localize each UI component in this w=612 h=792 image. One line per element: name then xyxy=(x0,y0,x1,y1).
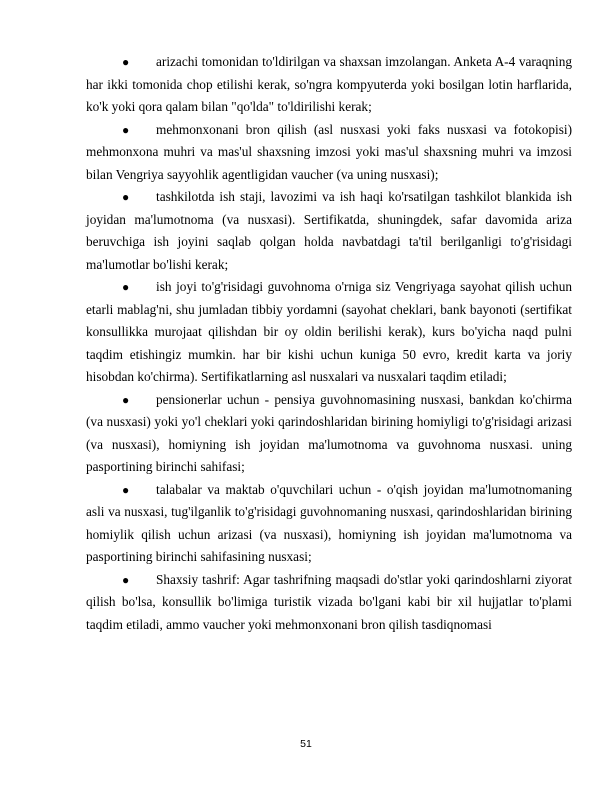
list-item-text: talabalar va maktab o'quvchilari uchun - o'qish joyidan ma'lumotnomaning asli va nusxasi, tug'ilganlik to'g'risidagi guvohnomaning nusxasi, qarindoshlaridan birining homiylik qilish uchun arizasi (va nusxasi), homiyning ish joyidan ma'lumotnoma va pasportining birinchi sahifasining nusxasi; xyxy=(86,481,572,564)
bullet-icon: ● xyxy=(122,482,130,497)
bullet-icon: ● xyxy=(122,55,130,69)
list-item xyxy=(86,119,572,187)
list-item-text: ish joyi to'g'risidagi guvohnoma o'rniga siz Vengriyaga sayohat qilish uchun etarli mablag'ni, shu jumladan tibbiy yordamni (sayohat cheklari, bank bayonoti (sertifikat konsullikka murojaat qilishdan bir oy oldin berilishi kerak), kurs bo'yicha naqd pulni taqdim etishingiz mumkin. har bir kishi uchun kuniga 50 evro, kredit karta va joriy hisobdan ko'chirma). Sertifikatlarning asl nusxalari va nusxalari taqdim etiladi; xyxy=(86,279,572,384)
list-item xyxy=(86,389,572,479)
list-item-text: mehmonxonani bron qilish (asl nusxasi yoki faks nusxasi va fotokopisi) mehmonxona muhri va mas'ul shaxsning imzosi yoki mas'ul shaxsning muhri va imzosi bilan Vengriya sayyohlik agentligidan vaucher (va uning nusxasi); xyxy=(86,121,572,182)
list-item-text: tashkilotda ish staji, lavozimi va ish haqi ko'rsatilgan tashkilot blankida ish joyidan ma'lumotnoma (va nusxasi). Sertifikatda, shuningdek, safar davomida ariza beruvchiga ish joyini saqlab qolgan holda navbatdagi ta'til berilganligi to'g'risidagi ma'lumotlar bo'lishi kerak; xyxy=(86,189,572,272)
bullet-icon: ● xyxy=(122,190,130,204)
list-item-text: pensionerlar uchun - pensiya guvohnomasining nusxasi, bankdan ko'chirma (va nusxasi) yoki yo'l cheklari yoki qarindoshlaridan birining homiyligi to'g'risidagi arizasi (va nusxasi), homiyning ish joyidan ma'lumotnoma va guvohnoma nusxasi. uning pasportining birinchi sahifasi; xyxy=(86,391,572,474)
page-number: 51 xyxy=(300,738,312,750)
bullet-list xyxy=(86,51,572,636)
list-item-text: arizachi tomonidan to'ldirilgan va shaxsan imzolangan. Anketa A-4 varaqning har ikki tomonida chop etilishi kerak, so'ngra kompyuterda yoki bosilgan lotin harflarida, ko'k yoki qora qalam bilan "qo'lda" to'ldirilishi kerak; xyxy=(86,54,572,114)
list-item xyxy=(86,276,572,389)
bullet-icon: ● xyxy=(122,572,130,587)
bullet-icon: ● xyxy=(122,280,130,294)
bullet-icon: ● xyxy=(122,122,130,137)
list-item xyxy=(86,479,572,569)
bullet-icon: ● xyxy=(122,392,130,407)
list-item xyxy=(86,186,572,276)
list-item-text: Shaxsiy tashrif: Agar tashrifning maqsadi do'stlar yoki qarindoshlarni ziyorat qilish bo'lsa, konsullik bo'limiga turistik vizada bo'lgani kabi bir xil hujjatlar to'plami taqdim etiladi, ammo vaucher yoki mehmonxonani bron qilish tasdiqnomasi xyxy=(86,571,572,632)
list-item xyxy=(86,569,572,637)
list-item xyxy=(86,51,572,119)
